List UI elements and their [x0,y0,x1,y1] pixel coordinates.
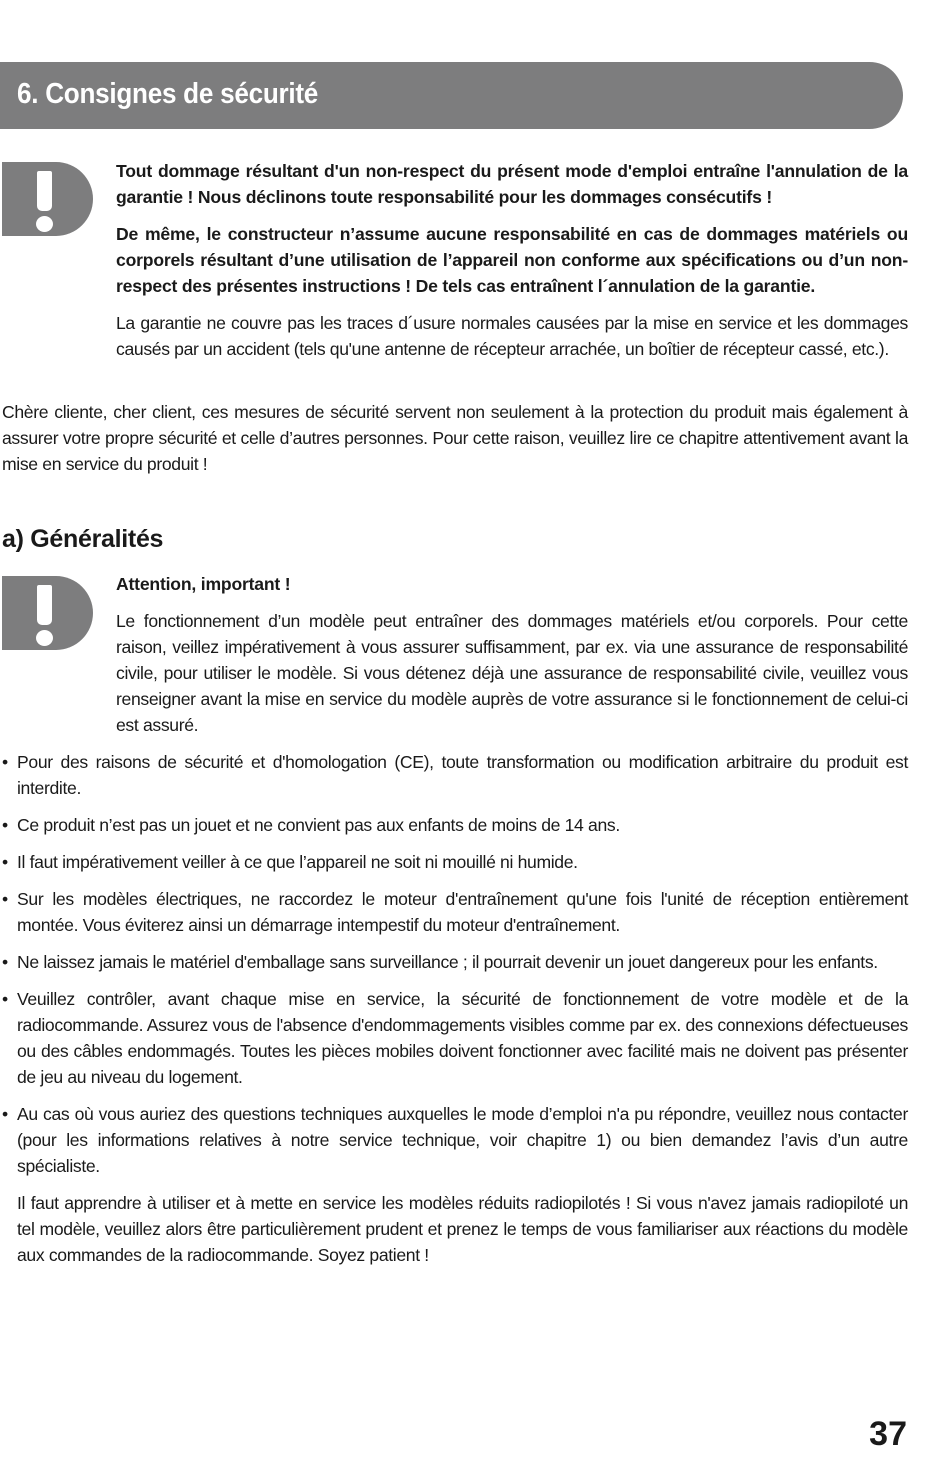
section-title: 6. Consignes de sécurité [17,78,319,110]
attention-heading: Attention, important ! [116,574,291,594]
section-header-banner [0,62,903,129]
page-number: 37 [869,1415,907,1453]
list-item: • Sur les modèles électriques, ne raccordez le moteur d'entraînement qu'une fois l'unité de réception entièrement montée. Vous éviterez ainsi un démarrage intempestif du moteur d'entraînement. [2,889,908,935]
closing-paragraph: Il faut apprendre à utiliser et à mette en service les modèles réduits radiopilotés ! Si vous n'avez jamais radiopiloté un tel modèle, veuillez alors être particulièrement prudent et prenez le temps de vous familiariser aux réactions du modèle aux commandes de la radiocommande. Soyez patient ! [17,1193,908,1265]
intro-paragraph: Chère cliente, cher client, ces mesures de sécurité servent non seulement à la protection du produit mais également à assurer votre propre sécurité et celle d’autres personnes. Pour cette raison, veuillez lire ce chapitre attentivement avant la mise en service du produit ! [2,402,908,474]
safety-bullet-list [2,749,908,1279]
warranty-exclusion-paragraph: La garantie ne couvre pas les traces d´usure normales causées par la mise en service et les dommages causés par un accident (tels qu'une antenne de récepteur arrachée, un boîtier de récepteur cassé, etc.). [116,313,908,359]
list-item: • Ce produit n’est pas un jouet et ne convient pas aux enfants de moins de 14 ans. [2,815,620,835]
liability-paragraph: De même, le constructeur n’assume aucune responsabilité en cas de dommages matériels ou corporels résultant d’une utilisation de l’appareil non conforme aux spécifications ou d’un non-respect des présentes instructions ! De tels cas entraînent l´annulation de la garantie. [116,224,908,296]
list-item: • Il faut impérativement veiller à ce que l’appareil ne soit ni mouillé ni humide. [2,852,578,872]
list-item: • Veuillez contrôler, avant chaque mise en service, la sécurité de fonctionnement de votre modèle et de la radiocommande. Assurez vous de l'absence d'endommagements visibles comme par ex. des connexions défectueuses ou des câbles endommagés. Toutes les pièces mobiles doivent fonctionner avec facilité mais ne doivent pas présenter de jeu au niveau du logement. [2,989,908,1087]
list-item: • Au cas où vous auriez des questions techniques auxquelles le mode d’emploi n'a pu répondre, veuillez nous contacter (pour les informations relatives à notre service technique, voir chapitre 1) ou bien demandez l’avis d’un autre spécialiste. Il faut apprendre à utiliser et à mette en service les modèles réduits radiopilotés ! Si vous n'avez jamais radiopiloté un tel modèle, veuillez alors être particulièrement prudent et prenez le temps de vous familiariser aux réactions du modèle aux commandes de la radiocommande. Soyez patient ! [2,1101,908,1268]
list-item: • Pour des raisons de sécurité et d'homologation (CE), toute transformation ou modification arbitraire du produit est interdite. [2,752,908,798]
list-item: • Ne laissez jamais le matériel d'emballage sans surveillance ; il pourrait devenir un jouet dangereux pour les enfants. [2,952,878,972]
subsection-title: a) Généralités [2,525,164,553]
exclamation-icon [2,162,93,236]
exclamation-icon [2,576,93,650]
warranty-warning-paragraph: Tout dommage résultant d'un non-respect du présent mode d'emploi entraîne l'annulation de la garantie ! Nous déclinons toute responsabilité pour les dommages consécutifs ! [116,161,908,207]
attention-paragraph: Le fonctionnement d’un modèle peut entraîner des dommages matériels et/ou corporels. Pour cette raison, veillez impérativement à vous assurer suffisamment, par ex. via une assurance de responsabilité civile, pour utiliser le modèle. Si vous détenez déjà une assurance de responsabilité civile, veuillez vous renseigner avant la mise en service du modèle auprès de votre assurance si le fonctionnement de celui-ci est assuré. [116,611,908,735]
